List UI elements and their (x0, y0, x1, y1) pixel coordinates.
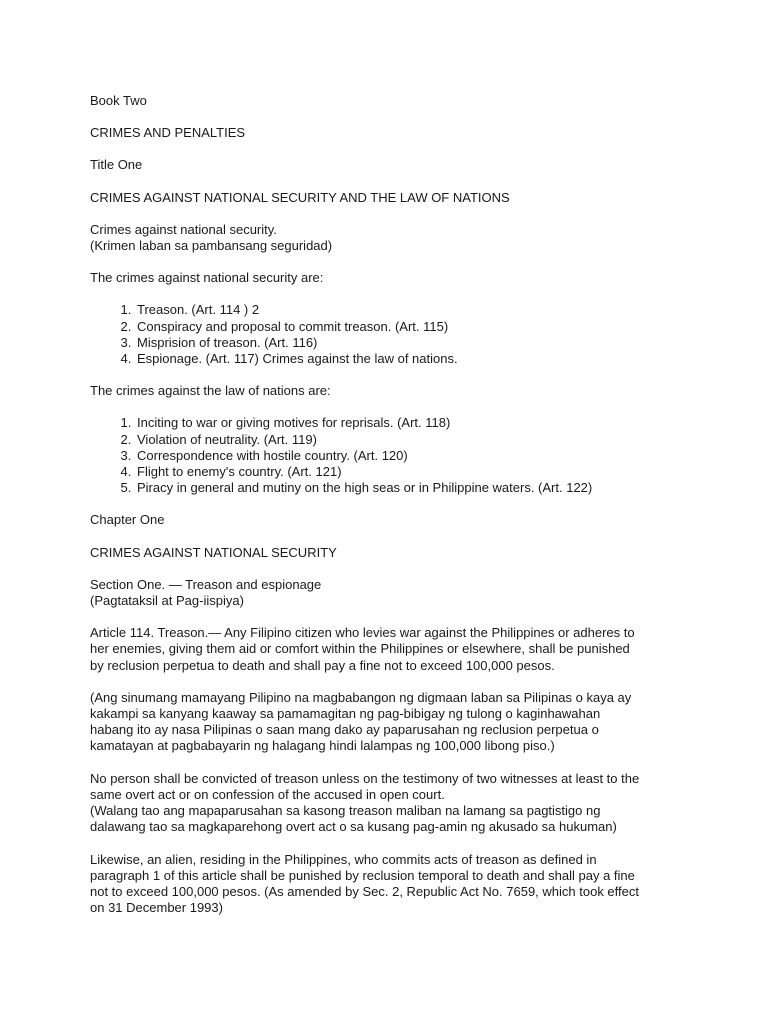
list-item: 2. Conspiracy and proposal to commit treason. (Art. 115) (135, 319, 730, 335)
book-label: Book Two (90, 93, 147, 108)
book-title: CRIMES AND PENALTIES (90, 125, 246, 141)
paragraph-line: by reclusion perpetua to death and shall pay a fine not to exceed 100,000 pesos. (90, 657, 555, 673)
national-security-heading-block (90, 222, 730, 254)
paragraph-line: Article 114. Treason.— Any Filipino citizen who levies war against the Philippines or adheres to (90, 625, 635, 641)
list-item: 2. Violation of neutrality. (Art. 119) (135, 432, 730, 448)
national-security-list (90, 302, 730, 367)
paragraph-line: No person shall be convicted of treason unless on the testimony of two witnesses at least to the (90, 770, 640, 786)
chapter-label: Chapter One (90, 512, 165, 528)
section-heading: Section One. — Treason and espionage (90, 576, 322, 592)
paragraph-line: on 31 December 1993) (90, 900, 223, 916)
article-114-paragraph (90, 625, 730, 674)
alien-rule-paragraph (90, 852, 730, 917)
chapter-heading: CRIMES AGAINST NATIONAL SECURITY (90, 544, 337, 560)
section-heading-tagalog: (Pagtataksil at Pag-iispiya) (90, 593, 244, 609)
list-item: 4. Flight to enemy's country. (Art. 121) (135, 464, 730, 480)
paragraph-line: kamatayan at pagbabayarin ng halagang hindi lalampas ng 100,000 libong piso.) (90, 738, 555, 754)
title-label: Title One (90, 157, 143, 173)
list-item: 4. Espionage. (Art. 117) Crimes against the law of nations. (135, 351, 730, 367)
paragraph-line: kakampi sa kanyang kaaway sa pamamagitan ng pag-bibigay ng tulong o kaginhawahan (90, 706, 601, 722)
national-security-heading-tagalog: (Krimen laban sa pambansang seguridad) (90, 238, 333, 254)
list-item: 1. Treason. (Art. 114 ) 2 (135, 302, 730, 318)
list-item: 1. Inciting to war or giving motives for reprisals. (Art. 118) (135, 415, 730, 431)
national-security-heading: Crimes against national security. (90, 221, 277, 237)
paragraph-line: Likewise, an alien, residing in the Philippines, who commits acts of treason as defined in (90, 851, 597, 867)
national-security-intro: The crimes against national security are: (90, 270, 324, 286)
witness-rule-paragraph (90, 771, 730, 836)
section-heading-block (90, 577, 730, 609)
title-heading: CRIMES AGAINST NATIONAL SECURITY AND THE LAW OF NATIONS (90, 189, 510, 205)
law-of-nations-list (90, 415, 730, 496)
list-item: 5. Piracy in general and mutiny on the high seas or in Philippine waters. (Art. 122) (135, 480, 730, 496)
paragraph-line: paragraph 1 of this article shall be punished by reclusion temporal to death and shall pay a fine (90, 867, 635, 883)
paragraph-line: not to exceed 100,000 pesos. (As amended by Sec. 2, Republic Act No. 7659, which took effect (90, 883, 639, 899)
paragraph-line: (Ang sinumang mamayang Pilipino na magbabangon ng digmaan laban sa Pilipinas o kaya ay (90, 689, 632, 705)
document-page (90, 93, 730, 932)
paragraph-line: same overt act or on confession of the accused in open court. (90, 786, 445, 802)
paragraph-line: habang ito ay nasa Pilipinas o saan mang dako ay paparusahan ng reclusion perpetua o (90, 722, 599, 738)
list-item: 3. Correspondence with hostile country. (Art. 120) (135, 448, 730, 464)
paragraph-line: dalawang tao sa magkaparehong overt act o sa kusang pag-amin ng akusado sa hukuman) (90, 819, 617, 835)
article-114-tagalog-paragraph (90, 690, 730, 755)
law-of-nations-intro: The crimes against the law of nations are: (90, 383, 331, 399)
list-item: 3. Misprision of treason. (Art. 116) (135, 335, 730, 351)
paragraph-line: (Walang tao ang mapaparusahan sa kasong treason maliban na lamang sa pagtistigo ng (90, 803, 601, 819)
paragraph-line: her enemies, giving them aid or comfort within the Philippines or elsewhere, shall be punished (90, 641, 630, 657)
